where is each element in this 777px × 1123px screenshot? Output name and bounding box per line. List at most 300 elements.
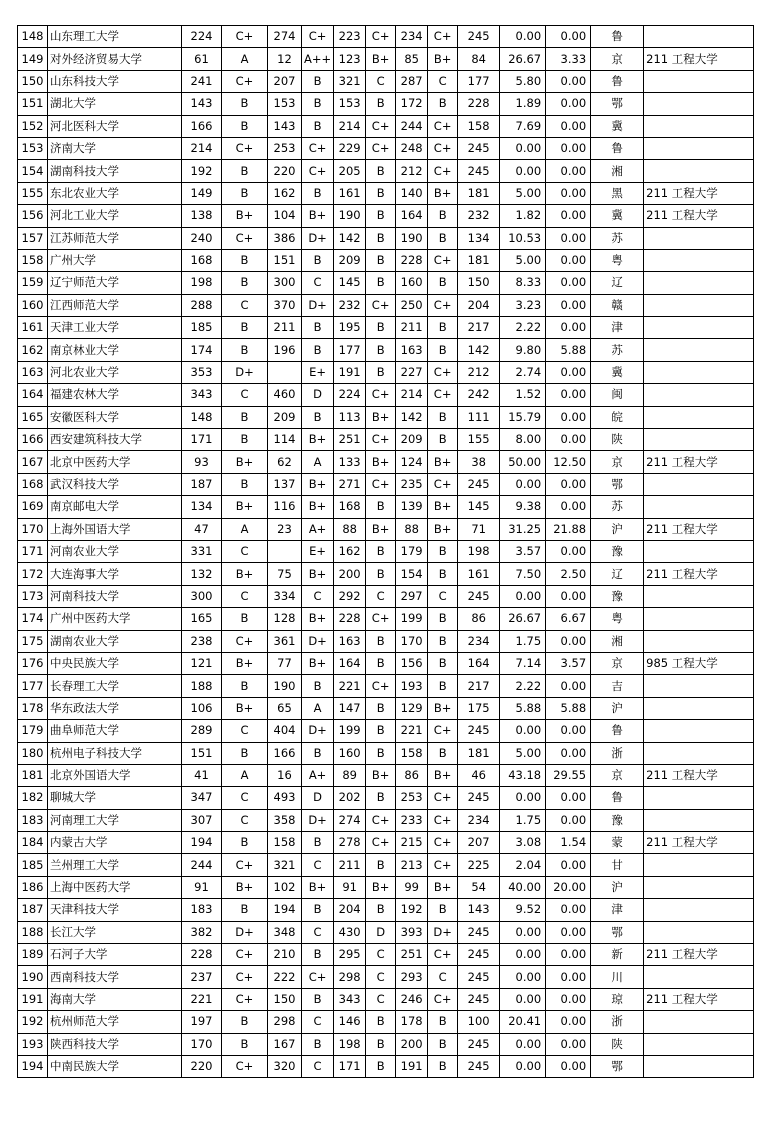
rank-cell: 151 (18, 93, 48, 115)
score4-cell: 129 (396, 697, 428, 719)
score3-cell: 195 (334, 317, 366, 339)
category-cell (644, 630, 754, 652)
pct2-cell: 6.67 (546, 608, 591, 630)
score2-cell: 196 (268, 339, 302, 361)
pct1-cell: 0.00 (500, 720, 546, 742)
grade4-cell: C+ (428, 294, 458, 316)
pct1-cell: 9.80 (500, 339, 546, 361)
score1-cell: 188 (182, 675, 222, 697)
table-row (18, 473, 754, 495)
grade2-cell: B (302, 832, 334, 854)
university-name-cell: 广州大学 (48, 249, 182, 271)
rank-cell: 181 (18, 764, 48, 786)
grade4-cell: C+ (428, 787, 458, 809)
score1-cell: 382 (182, 921, 222, 943)
university-name-cell: 长春理工大学 (48, 675, 182, 697)
table-row (18, 966, 754, 988)
rank-cell: 156 (18, 205, 48, 227)
grade2-cell: A+ (302, 764, 334, 786)
category-cell (644, 160, 754, 182)
grade1-cell: C+ (222, 26, 268, 48)
score1-cell: 171 (182, 429, 222, 451)
score2-cell: 404 (268, 720, 302, 742)
rank-cell: 187 (18, 899, 48, 921)
score3-cell: 171 (334, 1055, 366, 1077)
pct2-cell: 29.55 (546, 764, 591, 786)
grade2-cell: C+ (302, 966, 334, 988)
university-name-cell: 江苏师范大学 (48, 227, 182, 249)
table-row (18, 48, 754, 70)
score4-cell: 297 (396, 585, 428, 607)
category-cell (644, 1033, 754, 1055)
region-cell: 沪 (591, 697, 644, 719)
category-cell (644, 429, 754, 451)
score2-cell: 320 (268, 1055, 302, 1077)
pct1-cell: 0.00 (500, 944, 546, 966)
pct2-cell: 0.00 (546, 137, 591, 159)
grade1-cell: A (222, 518, 268, 540)
score3-cell: 223 (334, 26, 366, 48)
grade1-cell: B (222, 93, 268, 115)
grade3-cell: C+ (366, 675, 396, 697)
region-cell: 甘 (591, 854, 644, 876)
pct1-cell: 10.53 (500, 227, 546, 249)
university-name-cell: 内蒙古大学 (48, 832, 182, 854)
table-row (18, 675, 754, 697)
category-cell (644, 608, 754, 630)
region-cell: 苏 (591, 339, 644, 361)
score5-cell: 217 (458, 675, 500, 697)
grade4-cell: C+ (428, 832, 458, 854)
table-row (18, 160, 754, 182)
score1-cell: 240 (182, 227, 222, 249)
grade2-cell: B+ (302, 429, 334, 451)
score4-cell: 163 (396, 339, 428, 361)
rank-cell: 180 (18, 742, 48, 764)
region-cell: 陕 (591, 1033, 644, 1055)
grade3-cell: B (366, 93, 396, 115)
grade2-cell: B (302, 182, 334, 204)
pct2-cell: 0.00 (546, 294, 591, 316)
grade1-cell: B (222, 429, 268, 451)
region-cell: 鲁 (591, 137, 644, 159)
pct1-cell: 26.67 (500, 48, 546, 70)
score5-cell: 242 (458, 384, 500, 406)
grade3-cell: B (366, 697, 396, 719)
score2-cell: 102 (268, 876, 302, 898)
score5-cell: 234 (458, 630, 500, 652)
rank-cell: 192 (18, 1011, 48, 1033)
score1-cell: 47 (182, 518, 222, 540)
university-name-cell: 长江大学 (48, 921, 182, 943)
grade1-cell: C+ (222, 966, 268, 988)
score4-cell: 200 (396, 1033, 428, 1055)
score2-cell: 222 (268, 966, 302, 988)
score2-cell: 207 (268, 70, 302, 92)
score2-cell (268, 540, 302, 562)
pct1-cell: 7.69 (500, 115, 546, 137)
score5-cell: 111 (458, 406, 500, 428)
university-name-cell: 山东理工大学 (48, 26, 182, 48)
grade3-cell: B (366, 205, 396, 227)
table-row (18, 742, 754, 764)
table-row (18, 294, 754, 316)
grade4-cell: B (428, 227, 458, 249)
score4-cell: 88 (396, 518, 428, 540)
category-cell: 211 工程大学 (644, 48, 754, 70)
score2-cell: 334 (268, 585, 302, 607)
score4-cell: 164 (396, 205, 428, 227)
pct2-cell: 0.00 (546, 70, 591, 92)
grade4-cell: B (428, 608, 458, 630)
region-cell: 京 (591, 652, 644, 674)
score4-cell: 199 (396, 608, 428, 630)
grade4-cell: C+ (428, 160, 458, 182)
university-name-cell: 河北农业大学 (48, 361, 182, 383)
category-cell (644, 921, 754, 943)
pct2-cell: 0.00 (546, 742, 591, 764)
category-cell: 985 工程大学 (644, 652, 754, 674)
score4-cell: 179 (396, 540, 428, 562)
score4-cell: 211 (396, 317, 428, 339)
grade3-cell: C+ (366, 294, 396, 316)
rank-cell: 176 (18, 652, 48, 674)
score2-cell: 166 (268, 742, 302, 764)
grade2-cell: D (302, 787, 334, 809)
score1-cell: 187 (182, 473, 222, 495)
table-row (18, 854, 754, 876)
university-name-cell: 广州中医药大学 (48, 608, 182, 630)
category-cell (644, 249, 754, 271)
score4-cell: 213 (396, 854, 428, 876)
university-name-cell: 湖南农业大学 (48, 630, 182, 652)
score4-cell: 142 (396, 406, 428, 428)
rank-cell: 175 (18, 630, 48, 652)
grade3-cell: B (366, 854, 396, 876)
region-cell: 豫 (591, 585, 644, 607)
score5-cell: 161 (458, 563, 500, 585)
score1-cell: 244 (182, 854, 222, 876)
score3-cell: 211 (334, 854, 366, 876)
score5-cell: 204 (458, 294, 500, 316)
grade4-cell: C+ (428, 854, 458, 876)
grade3-cell: B (366, 339, 396, 361)
score3-cell: 221 (334, 675, 366, 697)
university-name-cell: 华东政法大学 (48, 697, 182, 719)
pct2-cell: 21.88 (546, 518, 591, 540)
table-row (18, 339, 754, 361)
university-name-cell: 河南农业大学 (48, 540, 182, 562)
grade4-cell: B (428, 205, 458, 227)
score4-cell: 293 (396, 966, 428, 988)
university-name-cell: 济南大学 (48, 137, 182, 159)
grade1-cell: C+ (222, 137, 268, 159)
grade2-cell: E+ (302, 361, 334, 383)
grade1-cell: A (222, 764, 268, 786)
score1-cell: 138 (182, 205, 222, 227)
grade4-cell: C+ (428, 720, 458, 742)
grade2-cell: C+ (302, 137, 334, 159)
grade4-cell: B (428, 540, 458, 562)
score1-cell: 307 (182, 809, 222, 831)
university-name-cell: 河南科技大学 (48, 585, 182, 607)
pct1-cell: 50.00 (500, 451, 546, 473)
score3-cell: 228 (334, 608, 366, 630)
score3-cell: 278 (334, 832, 366, 854)
rank-cell: 169 (18, 496, 48, 518)
pct2-cell: 12.50 (546, 451, 591, 473)
grade2-cell: D+ (302, 720, 334, 742)
grade2-cell: E+ (302, 540, 334, 562)
region-cell: 粤 (591, 249, 644, 271)
rank-cell: 153 (18, 137, 48, 159)
score3-cell: 204 (334, 899, 366, 921)
grade4-cell: B+ (428, 48, 458, 70)
score2-cell: 77 (268, 652, 302, 674)
pct1-cell: 5.80 (500, 70, 546, 92)
grade1-cell: B (222, 1011, 268, 1033)
category-cell (644, 966, 754, 988)
score3-cell: 153 (334, 93, 366, 115)
table-row (18, 1033, 754, 1055)
score1-cell: 143 (182, 93, 222, 115)
table-row (18, 26, 754, 48)
pct1-cell: 5.00 (500, 182, 546, 204)
rank-cell: 162 (18, 339, 48, 361)
pct1-cell: 7.14 (500, 652, 546, 674)
grade1-cell: B (222, 675, 268, 697)
score5-cell: 245 (458, 1055, 500, 1077)
grade2-cell: D+ (302, 630, 334, 652)
grade3-cell: C+ (366, 809, 396, 831)
grade3-cell: C (366, 585, 396, 607)
grade3-cell: B (366, 720, 396, 742)
grade3-cell: B (366, 227, 396, 249)
grade1-cell: B+ (222, 496, 268, 518)
region-cell: 苏 (591, 227, 644, 249)
score1-cell: 198 (182, 272, 222, 294)
university-name-cell: 东北农业大学 (48, 182, 182, 204)
score1-cell: 300 (182, 585, 222, 607)
score2-cell: 361 (268, 630, 302, 652)
score3-cell: 214 (334, 115, 366, 137)
rank-cell: 189 (18, 944, 48, 966)
grade2-cell: B+ (302, 652, 334, 674)
grade4-cell: C+ (428, 137, 458, 159)
pct2-cell: 0.00 (546, 1033, 591, 1055)
score1-cell: 241 (182, 70, 222, 92)
university-name-cell: 福建农林大学 (48, 384, 182, 406)
score4-cell: 251 (396, 944, 428, 966)
category-cell (644, 339, 754, 361)
score5-cell: 84 (458, 48, 500, 70)
score1-cell: 41 (182, 764, 222, 786)
rank-cell: 157 (18, 227, 48, 249)
grade1-cell: C+ (222, 70, 268, 92)
table-row (18, 540, 754, 562)
rank-cell: 174 (18, 608, 48, 630)
grade2-cell: D+ (302, 227, 334, 249)
grade1-cell: B (222, 1033, 268, 1055)
score1-cell: 288 (182, 294, 222, 316)
grade2-cell: B (302, 339, 334, 361)
university-name-cell: 湖南科技大学 (48, 160, 182, 182)
rank-cell: 148 (18, 26, 48, 48)
score5-cell: 145 (458, 496, 500, 518)
region-cell: 鄂 (591, 1055, 644, 1077)
score4-cell: 246 (396, 988, 428, 1010)
score2-cell: 358 (268, 809, 302, 831)
rank-cell: 161 (18, 317, 48, 339)
category-cell: 211 工程大学 (644, 518, 754, 540)
score2-cell: 151 (268, 249, 302, 271)
category-cell: 211 工程大学 (644, 764, 754, 786)
table-row (18, 563, 754, 585)
grade1-cell: B (222, 473, 268, 495)
score4-cell: 209 (396, 429, 428, 451)
grade4-cell: B (428, 630, 458, 652)
score4-cell: 244 (396, 115, 428, 137)
score3-cell: 160 (334, 742, 366, 764)
category-cell (644, 854, 754, 876)
university-name-cell: 北京外国语大学 (48, 764, 182, 786)
score2-cell: 220 (268, 160, 302, 182)
pct2-cell: 0.00 (546, 26, 591, 48)
score3-cell: 430 (334, 921, 366, 943)
grade3-cell: C+ (366, 137, 396, 159)
pct1-cell: 5.00 (500, 742, 546, 764)
region-cell: 豫 (591, 809, 644, 831)
score5-cell: 245 (458, 966, 500, 988)
score5-cell: 181 (458, 182, 500, 204)
grade4-cell: B (428, 1033, 458, 1055)
pct2-cell: 2.50 (546, 563, 591, 585)
score3-cell: 146 (334, 1011, 366, 1033)
grade4-cell: B (428, 742, 458, 764)
score5-cell: 175 (458, 697, 500, 719)
pct1-cell: 0.00 (500, 137, 546, 159)
region-cell: 鲁 (591, 26, 644, 48)
grade1-cell: B+ (222, 652, 268, 674)
grade4-cell: B+ (428, 182, 458, 204)
rank-cell: 152 (18, 115, 48, 137)
grade1-cell: C (222, 787, 268, 809)
grade3-cell: B (366, 540, 396, 562)
score2-cell: 298 (268, 1011, 302, 1033)
grade2-cell: B (302, 93, 334, 115)
score5-cell: 177 (458, 70, 500, 92)
score3-cell: 123 (334, 48, 366, 70)
region-cell: 川 (591, 966, 644, 988)
region-cell: 沪 (591, 876, 644, 898)
score1-cell: 106 (182, 697, 222, 719)
table-row (18, 93, 754, 115)
score4-cell: 235 (396, 473, 428, 495)
table-row (18, 249, 754, 271)
score5-cell: 134 (458, 227, 500, 249)
region-cell: 津 (591, 899, 644, 921)
score1-cell: 194 (182, 832, 222, 854)
score2-cell: 300 (268, 272, 302, 294)
rank-cell: 163 (18, 361, 48, 383)
score2-cell: 321 (268, 854, 302, 876)
pct2-cell: 0.00 (546, 540, 591, 562)
score5-cell: 158 (458, 115, 500, 137)
category-cell (644, 787, 754, 809)
region-cell: 鄂 (591, 921, 644, 943)
grade3-cell: C+ (366, 473, 396, 495)
grade2-cell: B (302, 115, 334, 137)
score2-cell: 62 (268, 451, 302, 473)
pct2-cell: 0.00 (546, 249, 591, 271)
region-cell: 蒙 (591, 832, 644, 854)
grade3-cell: B+ (366, 48, 396, 70)
pct1-cell: 2.04 (500, 854, 546, 876)
pct1-cell: 1.75 (500, 809, 546, 831)
score2-cell: 137 (268, 473, 302, 495)
score5-cell: 198 (458, 540, 500, 562)
score4-cell: 221 (396, 720, 428, 742)
score1-cell: 168 (182, 249, 222, 271)
pct2-cell: 0.00 (546, 988, 591, 1010)
region-cell: 苏 (591, 496, 644, 518)
grade2-cell: A+ (302, 518, 334, 540)
score5-cell: 228 (458, 93, 500, 115)
table-row (18, 832, 754, 854)
category-cell (644, 473, 754, 495)
score1-cell: 121 (182, 652, 222, 674)
category-cell (644, 406, 754, 428)
pct1-cell: 1.52 (500, 384, 546, 406)
score4-cell: 178 (396, 1011, 428, 1033)
category-cell (644, 876, 754, 898)
score3-cell: 164 (334, 652, 366, 674)
grade2-cell: B (302, 70, 334, 92)
university-name-cell: 中南民族大学 (48, 1055, 182, 1077)
pct1-cell: 0.00 (500, 1033, 546, 1055)
grade1-cell: B+ (222, 563, 268, 585)
rank-cell: 160 (18, 294, 48, 316)
score1-cell: 91 (182, 876, 222, 898)
score2-cell: 274 (268, 26, 302, 48)
grade4-cell: C+ (428, 361, 458, 383)
grade1-cell: B (222, 608, 268, 630)
score5-cell: 245 (458, 1033, 500, 1055)
university-name-cell: 南京邮电大学 (48, 496, 182, 518)
rank-cell: 155 (18, 182, 48, 204)
university-name-cell: 山东科技大学 (48, 70, 182, 92)
pct2-cell: 0.00 (546, 429, 591, 451)
grade4-cell: B (428, 1011, 458, 1033)
grade3-cell: B (366, 742, 396, 764)
grade4-cell: B+ (428, 451, 458, 473)
pct2-cell: 0.00 (546, 585, 591, 607)
grade1-cell: B (222, 182, 268, 204)
score2-cell: 150 (268, 988, 302, 1010)
pct1-cell: 20.41 (500, 1011, 546, 1033)
score4-cell: 193 (396, 675, 428, 697)
region-cell: 豫 (591, 540, 644, 562)
grade4-cell: B (428, 429, 458, 451)
region-cell: 鲁 (591, 787, 644, 809)
region-cell: 冀 (591, 115, 644, 137)
score2-cell: 116 (268, 496, 302, 518)
rank-cell: 172 (18, 563, 48, 585)
grade3-cell: B+ (366, 518, 396, 540)
grade4-cell: B+ (428, 876, 458, 898)
table-row (18, 384, 754, 406)
table-row (18, 406, 754, 428)
